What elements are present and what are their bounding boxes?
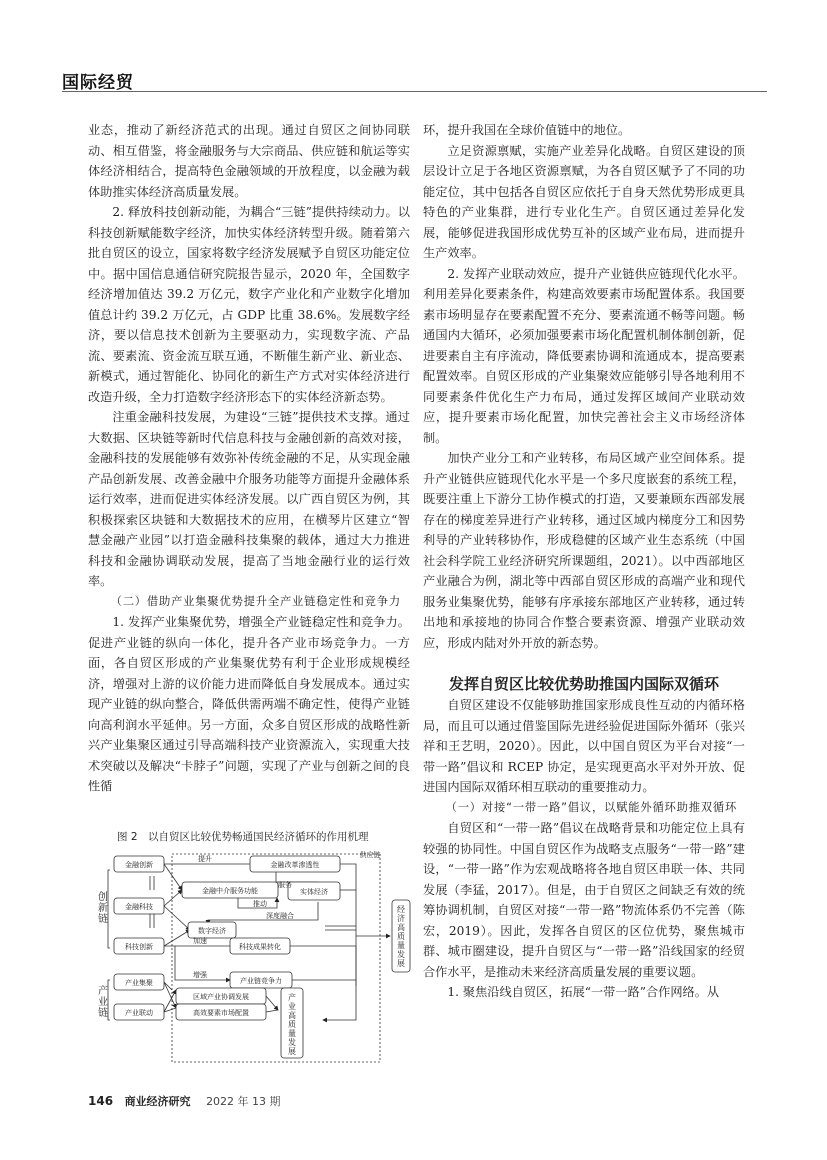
subsection-heading: （一）对接“一带一路”倡议，以赋能外循环助推双循环: [445, 800, 738, 814]
label-finance-intermediary: 金融中介服务功能: [202, 887, 258, 895]
edge-label-promote: 提升: [198, 855, 212, 863]
group-label-supply-chain: 供应链: [359, 851, 381, 859]
section-title: 国际经贸: [62, 73, 134, 93]
group-label-industry-chain-char: 链: [98, 1008, 108, 1019]
journal-name: 商业经济研究: [124, 1095, 191, 1108]
paragraph: 立足资源禀赋，实施产业差异化战略。自贸区建设的顶层设计立足于各地区资源禀赋，为各自贸区赋予了不同的功能定位，其中包括各自贸区应依托于自身天然优势形成更具特色的产业集群，进行专业化生产。自贸区通过差异化发展，能够促进我国形成优势互补的区域产业布局，进而提升生产效率。: [423, 143, 745, 260]
label-industry-hq-char: 质: [288, 1020, 296, 1029]
label-tech-innovation: 科技创新: [125, 943, 153, 951]
page-footer: [88, 1093, 281, 1109]
paragraph: 1. 聚焦沿线自贸区，拓展“一带一路”合作网络。从: [447, 985, 720, 999]
group-label-industry-chain-char: 产: [98, 986, 108, 997]
label-industry-cluster: 产业集聚: [125, 979, 153, 987]
label-finance-innovation: 金融创新: [125, 861, 153, 869]
label-factor-market: 高效要素市场配置: [193, 1009, 249, 1017]
mechanism-diagram: [90, 848, 420, 1064]
section-heading: 发挥自贸区比较优势助推国内国际双循环: [448, 675, 719, 693]
label-industry-hq-char: 业: [288, 1002, 296, 1011]
label-real-economy: 实体经济: [300, 888, 328, 896]
label-industry-hq-char: 量: [288, 1029, 296, 1038]
edge-label-accelerate: 加速: [193, 937, 207, 945]
label-economy-hq-char: 高: [397, 923, 405, 932]
paragraph: 注重金融科技发展，为建设“三链”提供技术支撑。通过大数据、区块链等新时代信息科技与金融创新的高效对接，金融科技的发展能够有效弥补传统金融的不足，从实现金融产品创新发展、改善金融中介服务功能等方面提升金融体系运行效率，进而促进实体经济发展。以广西自贸区为例，其积极探索区块链和大数据技术的应用，在横琴片区建立“智慧金融产业园”以打造金融科技集聚的载体，通过大力推进科技和金融协调联动发展，提高了当地金融行业的运行效率。: [88, 410, 410, 588]
label-economy-hq-char: 量: [397, 941, 405, 950]
paragraph: 加快产业分工和产业转移，布局区域产业空间体系。提升产业链供应链现代化水平是一个多尺度嵌套的系统工程，既要注重上下游分工协作模式的打造，又要兼顾东西部发展存在的梯度差异进行产业转移，通过区域内梯度分工和因势利导的产业转移协作，形成稳健的区域产业生态系统（中国社会科学院工业经济研究所课题组，2021）。以中西部地区产业融合为例，湖北等中西部自贸区形成的高端产业和现代服务业集聚优势，能够有序承接东部地区产业转移，通过转出地和承接地的协同合作整合要素资源、增强产业联动效应，形成内陆对外开放的新态势。: [423, 451, 745, 650]
issue-label: 2022 年 13 期: [206, 1095, 281, 1108]
label-industry-hq-char: 展: [288, 1047, 296, 1056]
group-label-innovation-chain-char: 链: [98, 914, 108, 925]
label-regional-coordination: 区域产业协调发展: [193, 993, 249, 1001]
label-fintech: 金融科技: [125, 903, 153, 911]
group-label-industry-chain-char: 业: [98, 997, 108, 1008]
label-chain-competitiveness: 产业链竞争力: [240, 977, 282, 985]
edge-label-enhance: 增强: [193, 971, 207, 979]
label-economy-hq-char: 质: [397, 932, 405, 941]
group-label-innovation-chain-char: 新: [98, 903, 108, 914]
page-number: 146: [88, 1094, 114, 1108]
label-tech-transfer: 科技成果转化: [239, 943, 281, 951]
paragraph: 2. 发挥产业联动效应，提升产业链供应链现代化水平。利用差异化要素条件，构建高效要素市场配置体系。我国要素市场明显存在要素配置不充分、要素流通不畅等问题。畅通国内大循环，必须加强要素市场化配置机制体制创新，促进要素自主有序流动，降低要素协调和流通成本，提高要素配置效率。自贸区形成的产业集聚效应能够引导各地利用不同要素条件优化生产力布局，通过发挥区域间产业联动效应，提升要素市场化配置，加快完善社会主义市场经济体制。: [423, 266, 745, 445]
label-economy-hq-char: 经: [397, 905, 405, 914]
label-industry-hq-char: 高: [288, 1011, 296, 1020]
edge-label-deep-integration: 深度融合: [266, 912, 294, 920]
label-digital-economy: 数字经济: [198, 927, 226, 935]
group-label-innovation-chain-char: 创: [98, 892, 108, 903]
label-industry-hq-char: 产: [288, 993, 296, 1002]
subsection-heading: （二）借助产业集聚优势提升全产业链稳定性和竞争力: [110, 594, 401, 608]
paragraph: 2. 释放科技创新动能，为耦合“三链”提供持续动力。以科技创新赋能数字经济，加快实体经济转型升级。随着第六批自贸区的设立，国家将数字经济发展赋予自贸区功能定位中。据中国信息通信研究院报告显示，2020 年，全国数字经济增加值达 39.2 万亿元，数字产业化和产业数字化增加值总计约 39.2 万亿元，占 GDP 比重 38.6%。发展数字经济，要以信息技术创新为主要驱动力，实现数字流、产品流、要素流、资金流互联互通，不断催生新产业、新业态、新模式，通过智能化、协同化的新生产方式对实体经济进行改造升级，全力打造数字经济形态下的实体经济新态势。: [88, 205, 410, 404]
header-rule: [62, 91, 767, 92]
label-finance-reform: 金融改革渗透性: [270, 861, 320, 869]
label-industry-linkage: 产业联动: [125, 1009, 153, 1017]
paragraph: 自贸区建设不仅能够助推国家形成良性互动的内循环格局，而且可以通过借鉴国际先进经验促进国际外循环（张兴祥和王艺明，2020）。因此，以中国自贸区为平台对接“一带一路”倡议和 RCEP 协定，是实现更高水平对外开放、促进国内国际双循环相互联动的重要推动力。: [423, 698, 745, 794]
label-industry-hq-char: 发: [288, 1038, 296, 1047]
label-economy-hq-char: 展: [397, 959, 405, 968]
label-economy-hq-char: 济: [397, 914, 405, 923]
figure-caption: 图 2 以自贸区比较优势畅通国民经济循环的作用机理: [117, 831, 369, 843]
label-economy-hq-char: 发: [397, 950, 405, 959]
paragraph: 自贸区和“一带一路”倡议在战略背景和功能定位上具有较强的协同性。中国自贸区作为战略支点服务“一带一路”建设，“一带一路”作为宏观战略将各地自贸区串联一体、共同发展（李猛，2017）。但是，由于自贸区之间缺乏有效的统筹协调机制，自贸区对接“一带一路”物流体系仍不完善（陈宏，2019）。因此，发挥各自贸区的区位优势，聚焦城市群、城市圈建设，提升自贸区与“一带一路”沿线国家的经贸合作水平，是推动未来经济高质量发展的重要议题。: [423, 821, 745, 979]
paragraph: 业态，推动了新经济范式的出现。通过自贸区之间协同联动、相互借鉴，将金融服务与大宗商品、供应链和航运等实体经济相结合，提高特色金融领域的开放程度，以金融为载体助推实体经济高质量发展。: [88, 123, 410, 199]
edge-label-drive: 推动: [253, 900, 267, 908]
edge-label-serve: 服务: [278, 881, 292, 889]
right-column: [423, 120, 745, 1003]
left-column: [88, 120, 410, 797]
paragraph: 环，提升我国在全球价值链中的地位。: [423, 123, 631, 137]
paragraph: 1. 发挥产业集聚优势，增强全产业链稳定性和竞争力。促进产业链的纵向一体化，提升各产业市场竞争力。一方面，各自贸区形成的产业集聚优势有利于企业形成规模经济，增强对上游的议价能力进而降低自身发展成本。通过实现产业链的纵向整合，降低供需两端不确定性，使得产业链向高利润水平延伸。另一方面，众多自贸区形成的战略性新兴产业集聚区通过引导高端科技产业资源流入，实现重大技术突破以及解决“卡脖子”问题，实现了产业与创新之间的良性循: [88, 615, 410, 793]
